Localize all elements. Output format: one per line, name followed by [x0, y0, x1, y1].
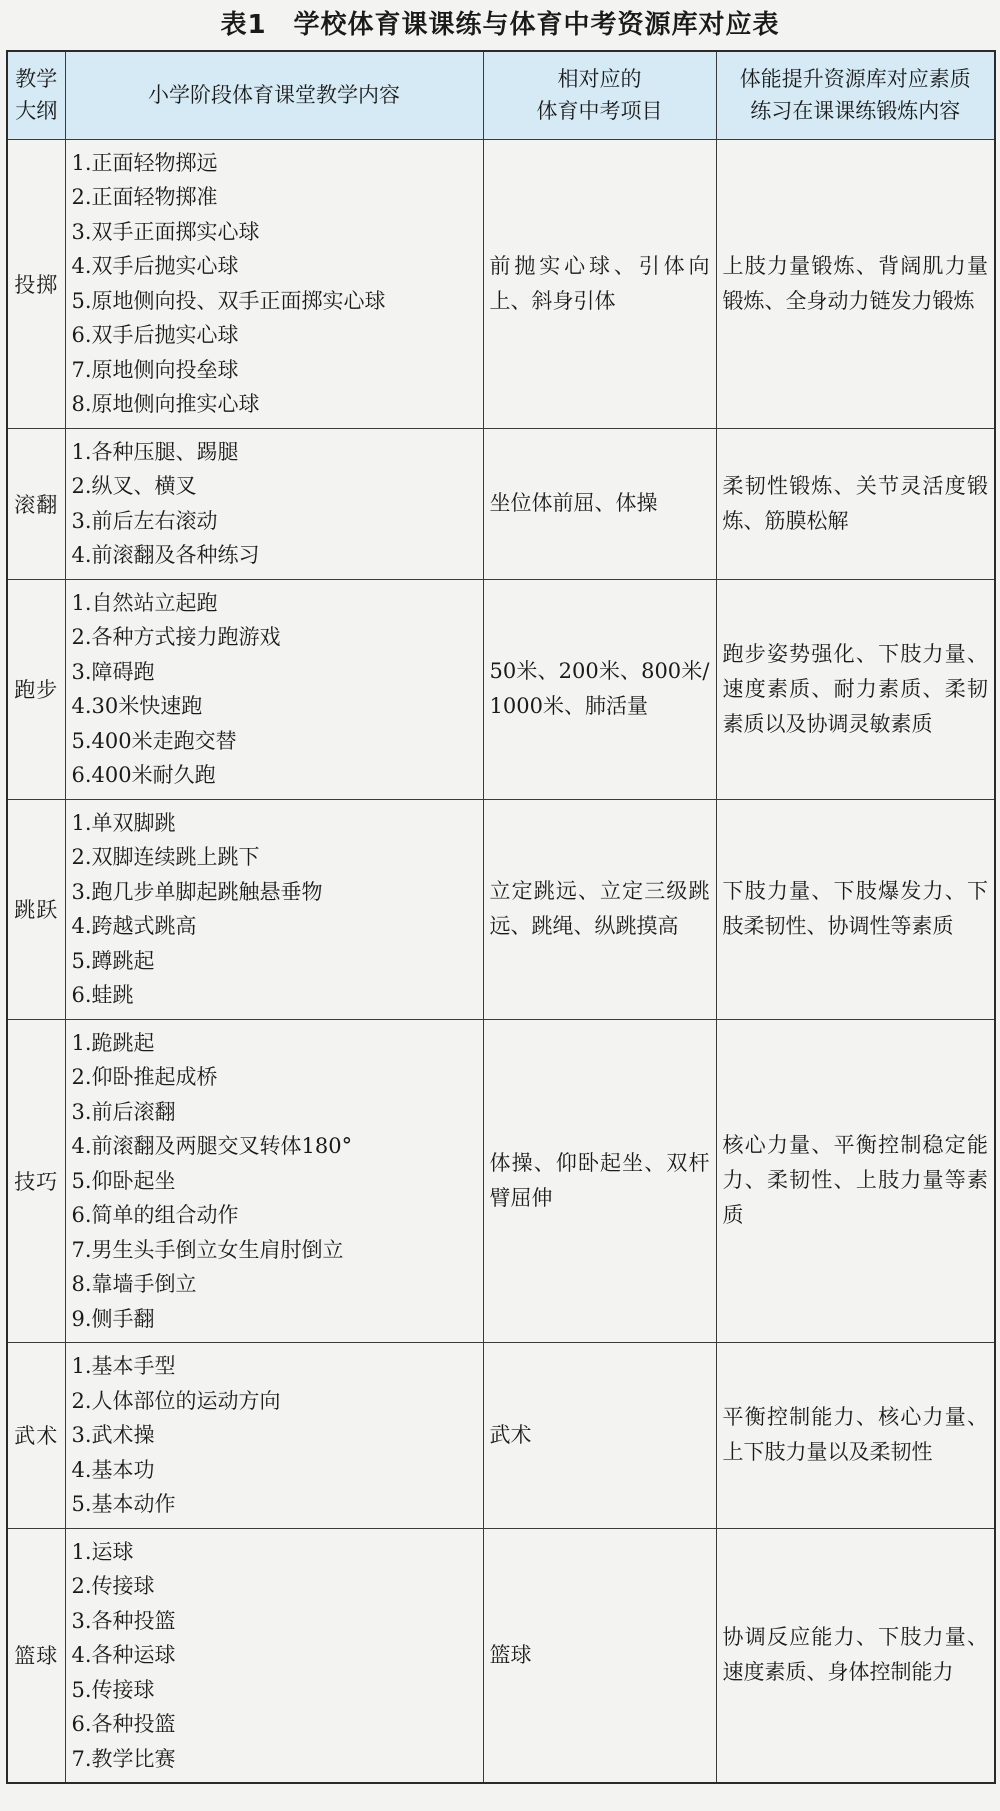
- table-row: [7, 1343, 995, 1529]
- list-item: 1.单双脚跳: [71, 810, 176, 835]
- list-item: 5.400米走跑交替: [71, 728, 237, 753]
- fitness-content-cell: 平衡控制能力、核心力量、上下肢力量以及柔韧性: [716, 1343, 995, 1529]
- header-exam-items: 相对应的 体育中考项目: [483, 51, 716, 139]
- list-item: 6.简单的组合动作: [71, 1203, 239, 1227]
- syllabus-category: 篮球: [7, 1528, 65, 1783]
- list-item: 4.30米快速跑: [71, 694, 203, 718]
- syllabus-category: 滚翻: [7, 428, 65, 579]
- exam-items-cell: 篮球: [483, 1528, 716, 1783]
- table-row: [7, 139, 995, 428]
- list-item: 1.跪跳起: [71, 1030, 155, 1055]
- correspondence-table: [6, 50, 996, 1784]
- list-item: 3.障碍跑: [71, 659, 155, 684]
- table-row: [7, 428, 995, 579]
- list-item: 5.原地侧向投、双手正面掷实心球: [71, 288, 386, 313]
- class-content-list: [65, 1528, 483, 1783]
- table-row: [7, 1528, 995, 1783]
- list-item: 6.各种投篮: [71, 1712, 176, 1736]
- syllabus-category: 跑步: [7, 579, 65, 799]
- fitness-content-cell: 上肢力量锻炼、背阔肌力量锻炼、全身动力链发力锻炼: [716, 139, 995, 428]
- list-item: 3.跑几步单脚起跳触悬垂物: [71, 879, 323, 904]
- syllabus-category: 投掷: [7, 139, 65, 428]
- fitness-content-cell: 柔韧性锻炼、关节灵活度锻炼、筋膜松解: [716, 428, 995, 579]
- list-item: 3.双手正面掷实心球: [71, 219, 260, 244]
- exam-items-cell: 坐位体前屈、体操: [483, 428, 716, 579]
- list-item: 2.人体部位的运动方向: [71, 1388, 281, 1413]
- list-item: 7.原地侧向投垒球: [71, 357, 239, 382]
- fitness-content-cell: 跑步姿势强化、下肢力量、速度素质、耐力素质、柔韧素质以及协调灵敏素质: [716, 579, 995, 799]
- header-row: [7, 51, 995, 139]
- exam-items-cell: 体操、仰卧起坐、双杆臂屈伸: [483, 1019, 716, 1343]
- list-item: 7.男生头手倒立女生肩肘倒立: [71, 1237, 344, 1262]
- list-item: 5.蹲跳起: [71, 948, 155, 973]
- header-fitness-content: 体能提升资源库对应素质 练习在课课练锻炼内容: [716, 51, 995, 139]
- list-item: 7.教学比赛: [71, 1746, 176, 1771]
- list-item: 2.双脚连续跳上跳下: [71, 845, 260, 869]
- table-row: [7, 799, 995, 1019]
- list-item: 5.传接球: [71, 1677, 155, 1702]
- list-item: 2.传接球: [71, 1574, 155, 1598]
- fitness-content-cell: 下肢力量、下肢爆发力、下肢柔韧性、协调性等素质: [716, 799, 995, 1019]
- list-item: 1.基本手型: [71, 1354, 176, 1378]
- header-class-content: 小学阶段体育课堂教学内容: [65, 51, 483, 139]
- list-item: 2.仰卧推起成桥: [71, 1065, 218, 1089]
- list-item: 4.前滚翻及各种练习: [71, 543, 260, 567]
- list-item: 9.侧手翻: [71, 1306, 155, 1331]
- class-content-list: [65, 579, 483, 799]
- exam-items-cell: 立定跳远、立定三级跳远、跳绳、纵跳摸高: [483, 799, 716, 1019]
- class-content-list: [65, 1343, 483, 1529]
- list-item: 8.靠墙手倒立: [71, 1272, 197, 1296]
- header-syllabus: 教学 大纲: [7, 51, 65, 139]
- syllabus-category: 技巧: [7, 1019, 65, 1343]
- list-item: 1.正面轻物掷远: [71, 150, 218, 175]
- table-body: [7, 139, 995, 1783]
- list-item: 3.前后左右滚动: [71, 508, 218, 533]
- list-item: 3.武术操: [71, 1423, 155, 1447]
- list-item: 2.各种方式接力跑游戏: [71, 625, 281, 649]
- exam-items-cell: 武术: [483, 1343, 716, 1529]
- table-row: [7, 1019, 995, 1343]
- table-title: 表1 学校体育课课练与体育中考资源库对应表: [220, 10, 780, 40]
- exam-items-cell: 50米、200米、800米/1000米、肺活量: [483, 579, 716, 799]
- list-item: 2.纵叉、横叉: [71, 474, 197, 498]
- fitness-content-cell: 核心力量、平衡控制稳定能力、柔韧性、上肢力量等素质: [716, 1019, 995, 1343]
- class-content-list: [65, 428, 483, 579]
- list-item: 4.基本功: [71, 1457, 155, 1482]
- list-item: 6.400米耐久跑: [71, 763, 216, 787]
- list-item: 1.运球: [71, 1539, 134, 1564]
- class-content-list: [65, 139, 483, 428]
- list-item: 3.各种投篮: [71, 1608, 176, 1633]
- list-item: 6.蛙跳: [71, 983, 134, 1007]
- list-item: 5.仰卧起坐: [71, 1168, 176, 1193]
- list-item: 1.各种压腿、踢腿: [71, 439, 239, 464]
- class-content-list: [65, 1019, 483, 1343]
- table-row: [7, 579, 995, 799]
- list-item: 4.各种运球: [71, 1643, 176, 1667]
- list-item: 8.原地侧向推实心球: [71, 392, 260, 416]
- exam-items-cell: 前抛实心球、引体向上、斜身引体: [483, 139, 716, 428]
- syllabus-category: 武术: [7, 1343, 65, 1529]
- list-item: 4.前滚翻及两腿交叉转体180°: [71, 1134, 353, 1158]
- list-item: 1.自然站立起跑: [71, 590, 218, 615]
- syllabus-category: 跳跃: [7, 799, 65, 1019]
- list-item: 4.双手后抛实心球: [71, 254, 239, 278]
- class-content-list: [65, 799, 483, 1019]
- list-item: 3.前后滚翻: [71, 1099, 176, 1124]
- fitness-content-cell: 协调反应能力、下肢力量、速度素质、身体控制能力: [716, 1528, 995, 1783]
- list-item: 4.跨越式跳高: [71, 914, 197, 938]
- list-item: 2.正面轻物掷准: [71, 185, 218, 209]
- list-item: 5.基本动作: [71, 1492, 176, 1516]
- list-item: 6.双手后抛实心球: [71, 323, 239, 347]
